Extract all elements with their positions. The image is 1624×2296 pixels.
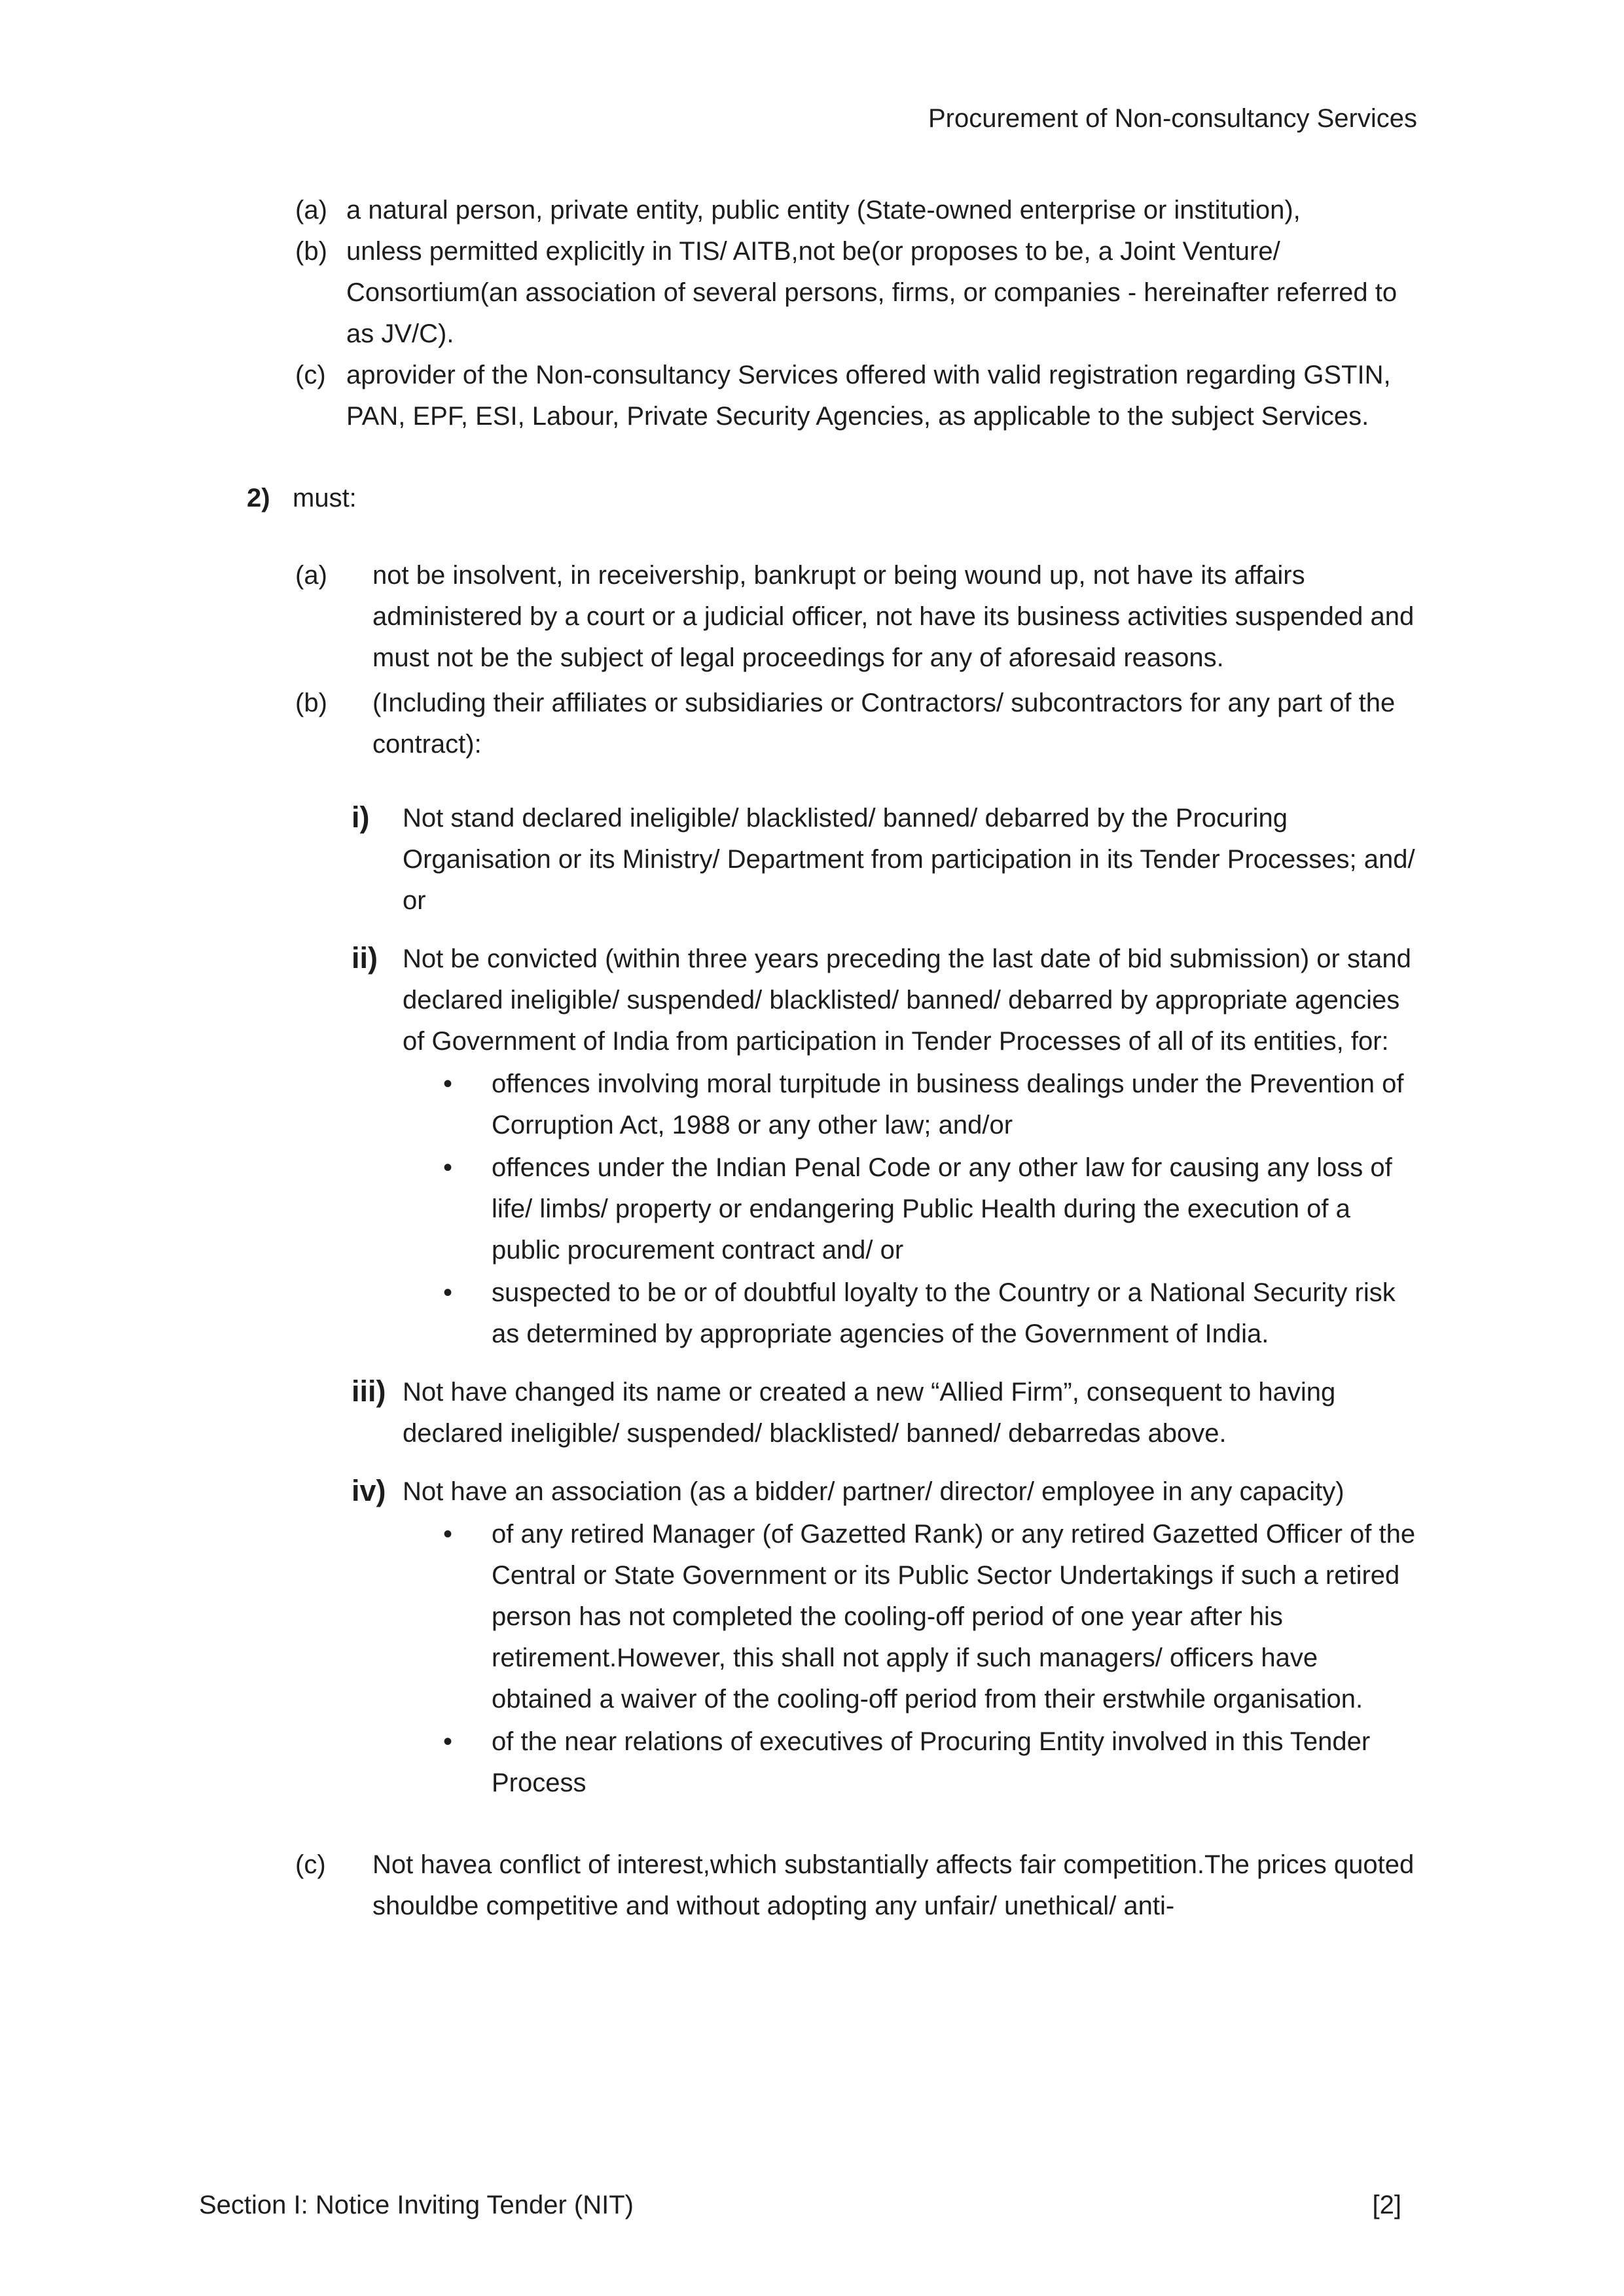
list-text: Not stand declared ineligible/ blacklisted/ banned/ debarred by the Procuring Organisation or its Ministry/ Department from participation in its Tender Processes; and/ or: [403, 804, 1415, 915]
list-text: Not be convicted (within three years preceding the last date of bid submission) or stand declared ineligible/ suspended/ blacklisted/ banned/ debarred by appropriate agencies of Government of India from participation in Tender Processes of all of its entities, for:: [403, 944, 1411, 1056]
list-text: Not havea conflict of interest,which substantially affects fair competition.The prices quoted shouldbe competitive and without adopting any unfair/ unethical/ anti-: [372, 1850, 1415, 1920]
list-marker: (b): [295, 237, 327, 266]
list-text: (Including their affiliates or subsidiaries or Contractors/ subcontractors for any part of the contract):: [372, 689, 1396, 759]
bullet-icon: •: [443, 1153, 453, 1182]
list-text: Not have an association (as a bidder/ partner/ director/ employee in any capacity): [403, 1477, 1344, 1506]
footer-section-title: Section I: Notice Inviting Tender (NIT): [199, 2191, 634, 2219]
section-heading: [247, 478, 1417, 519]
list-item: [352, 1471, 1417, 1513]
bullet-text: of the near relations of executives of Procuring Entity involved in this Tender Process: [492, 1727, 1371, 1797]
bullet-icon: •: [443, 1520, 453, 1549]
list-marker: (a): [295, 196, 327, 224]
bullet-icon: •: [443, 1727, 453, 1756]
bullet-text: suspected to be or of doubtful loyalty to the Country or a National Security risk as determined by appropriate agencies of the Government of India.: [492, 1278, 1396, 1348]
list-text: a natural person, private entity, public entity (State-owned enterprise or institution),: [346, 196, 1301, 224]
list-item: [295, 355, 1417, 437]
list-item: [295, 555, 1417, 679]
list-marker: ii): [352, 941, 378, 975]
list-text: not be insolvent, in receivership, bankrupt or being wound up, not have its affairs administered by a court or a judicial officer, not have its business activities suspended and must not be the subject of legal proceedings for any of aforesaid reasons.: [372, 561, 1415, 672]
list-item: [352, 798, 1417, 922]
list-item: [352, 1372, 1417, 1454]
list-marker: i): [352, 800, 370, 834]
section-label: must:: [293, 484, 357, 512]
list-marker: (c): [295, 361, 326, 389]
list-marker: (b): [295, 689, 327, 717]
list-text: aprovider of the Non-consultancy Services offered with valid registration regarding GSTIN, PAN, EPF, ESI, Labour, Private Security Agencies, as applicable to the subject Services.: [346, 361, 1391, 431]
section-number: 2): [247, 484, 270, 512]
bullet-item: [443, 1064, 1417, 1146]
list-item: [295, 231, 1417, 355]
list-marker: iv): [352, 1474, 386, 1507]
bullet-item: [443, 1721, 1417, 1804]
bullet-item: [443, 1147, 1417, 1271]
list-item: [295, 683, 1417, 765]
list-text: Not have changed its name or created a new “Allied Firm”, consequent to having declared ineligible/ suspended/ blacklisted/ banned/ debarredas above.: [403, 1378, 1336, 1448]
list-item: [352, 939, 1417, 1062]
list-text: unless permitted explicitly in TIS/ AITB,not be(or proposes to be, a Joint Venture/ Consortium(an association of several persons, firms, or companies - hereinafter referred to as JV/C).: [346, 237, 1398, 348]
bullet-icon: •: [443, 1069, 453, 1098]
page-footer: [199, 2185, 1401, 2226]
page-header-title: Procurement of Non-consultancy Services: [928, 104, 1417, 133]
bullet-text: offences involving moral turpitude in business dealings under the Prevention of Corruption Act, 1988 or any other law; and/or: [492, 1069, 1404, 1139]
bullet-item: [443, 1514, 1417, 1720]
list-item: [295, 1844, 1417, 1927]
list-marker: (c): [295, 1850, 326, 1879]
bullet-text: of any retired Manager (of Gazetted Rank) or any retired Gazetted Officer of the Central or State Government or its Public Sector Undertakings if such a retired person has not completed the cooling-off period of one year after his retirement.However, this shall not apply if such managers/ officers have obtained a waiver of the cooling-off period from their erstwhile organisation.: [492, 1520, 1416, 1713]
list-item: [295, 190, 1417, 231]
page-header: [0, 98, 1417, 139]
bullet-text: offences under the Indian Penal Code or any other law for causing any loss of life/ limbs/ property or endangering Public Health during the execution of a public procurement contract and/ or: [492, 1153, 1392, 1265]
bullet-item: [443, 1272, 1417, 1355]
document-content: [0, 190, 1624, 1927]
list-marker: iii): [352, 1374, 386, 1408]
footer-page-number: [2]: [1372, 2191, 1401, 2219]
list-marker: (a): [295, 561, 327, 590]
bullet-icon: •: [443, 1278, 453, 1307]
